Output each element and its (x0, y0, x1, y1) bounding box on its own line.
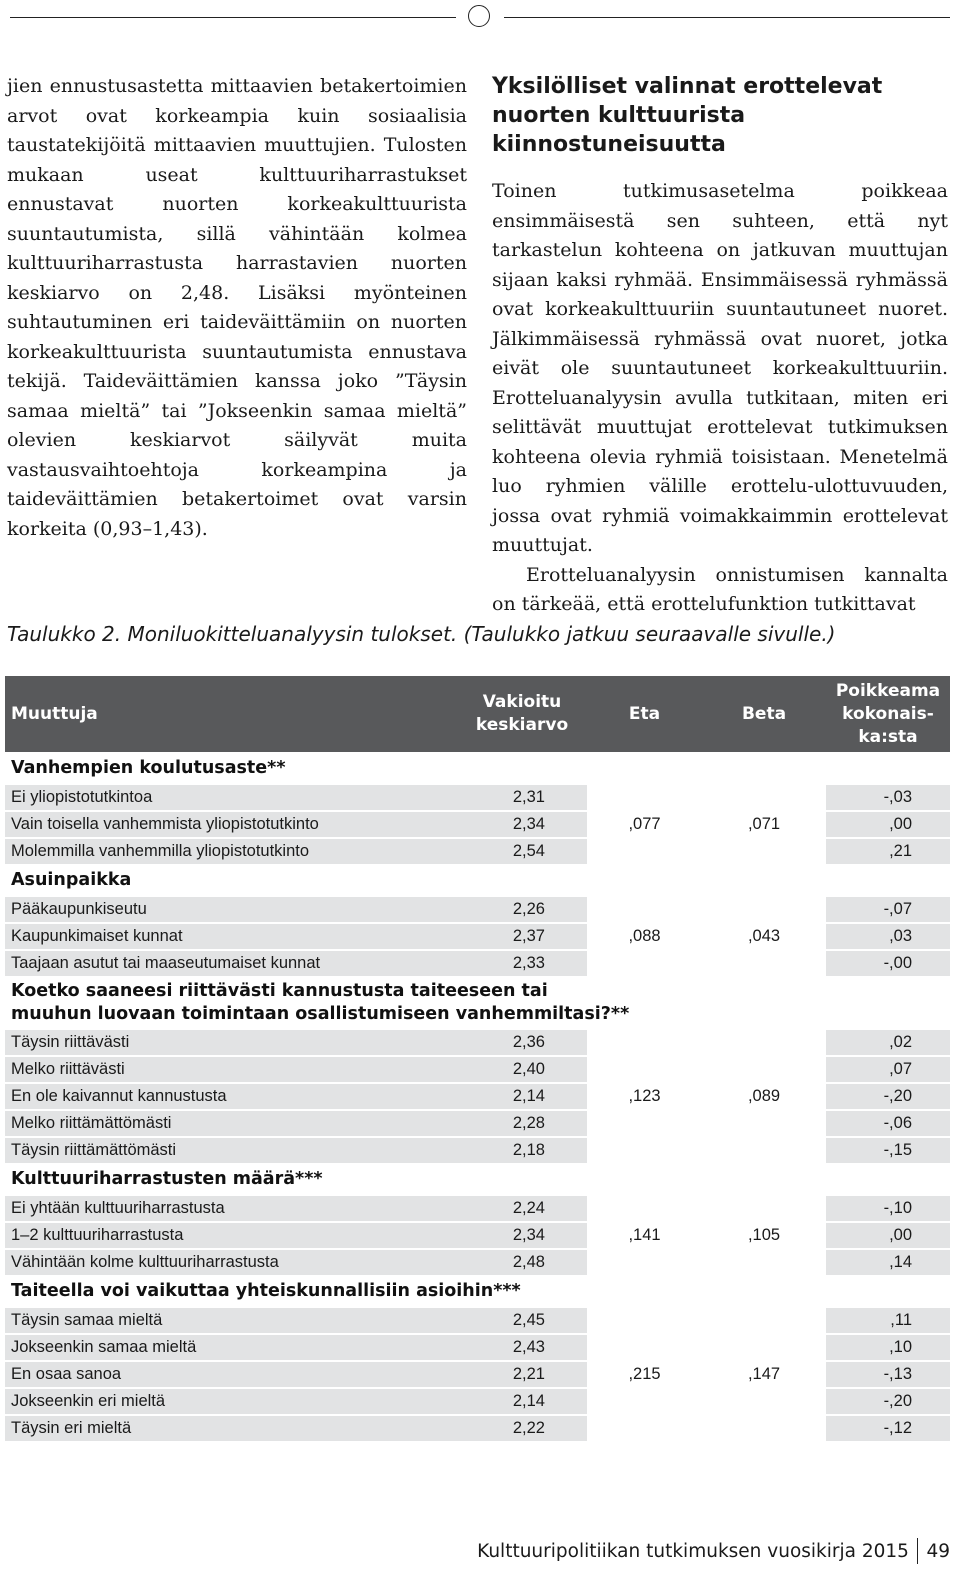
row-mean: 2,14 (457, 1084, 587, 1109)
publication-title: Kulttuuripolitiikan tutkimuksen vuosikirja 2015 (477, 1540, 909, 1562)
row-label: Jokseenkin samaa mieltä (5, 1335, 457, 1360)
row-beta (702, 1335, 826, 1360)
top-rule-right (504, 17, 950, 18)
section-title: Taiteella voi vaikuttaa yhteiskunnallisiin asioihin*** (11, 1281, 521, 1301)
row-deviation: -,00 (826, 951, 950, 976)
row-beta (702, 1196, 826, 1221)
row-eta (587, 785, 702, 810)
row-beta (702, 1030, 826, 1055)
section-heading: Yksilölliset valinnat erottelevat nuorten kulttuurista kiinnostuneisuutta (492, 74, 883, 157)
row-eta (587, 1416, 702, 1441)
row-beta (702, 897, 826, 922)
row-beta (702, 1250, 826, 1275)
right-column (492, 72, 948, 620)
section-title: Vanhempien koulutusaste** (11, 758, 286, 778)
row-mean: 2,54 (457, 839, 587, 864)
row-deviation: -,20 (826, 1084, 950, 1109)
left-paragraph: jien ennustusastetta mittaavien betakertoimien arvot ovat korkeampia kuin sosiaalisia taustatekijöitä mittaavien muuttujien. Tulosten mukaan useat kulttuuriharrastukset ennustavat nuorten korkeakulttuurista suuntautumista, sillä vähintään kolmea kulttuuriharrastusta harrastavien nuorten keskiarvo on 2,48. Lisäksi myönteinen suhtautuminen eri taideväittämiin on nuorten korkeakulttuurista suuntautumista ennustava tekijä. Taideväittämien kanssa joko ”Täysin samaa mieltä” tai ”Jokseenkin samaa mieltä” olevien keskiarvot säilyvät muita vastausvaihtoehtoja korkeampina ja taideväittämien betakertoimet ovat varsin korkeita (0,93–1,43). (7, 75, 467, 540)
row-label: Melko riittävästi (5, 1057, 457, 1082)
table-row (5, 812, 950, 837)
row-deviation: ,00 (826, 1223, 950, 1248)
row-mean: 2,45 (457, 1308, 587, 1333)
row-label: Ei yhtään kulttuuriharrastusta (5, 1196, 457, 1221)
table-row (5, 839, 950, 864)
row-label: Vain toisella vanhemmista yliopistotutkinto (5, 812, 457, 837)
header-eta: Eta (587, 676, 702, 752)
row-label: Jokseenkin eri mieltä (5, 1389, 457, 1414)
table-row (5, 1084, 950, 1109)
row-eta (587, 1057, 702, 1082)
row-label: Täysin riittävästi (5, 1030, 457, 1055)
row-eta (587, 1111, 702, 1136)
row-label: Täysin eri mieltä (5, 1416, 457, 1441)
row-deviation: -,06 (826, 1111, 950, 1136)
row-mean: 2,34 (457, 1223, 587, 1248)
row-deviation: ,14 (826, 1250, 950, 1275)
row-label: Täysin samaa mieltä (5, 1308, 457, 1333)
header-deviation-line1: Poikkeama (835, 680, 941, 701)
row-mean: 2,21 (457, 1362, 587, 1387)
row-deviation: ,11 (826, 1308, 950, 1333)
row-eta (587, 897, 702, 922)
row-label: Ei yliopistotutkintoa (5, 785, 457, 810)
section-beta: ,043 (747, 927, 781, 945)
header-deviation-line3: ka:sta (858, 726, 918, 747)
row-label: En osaa sanoa (5, 1362, 457, 1387)
row-mean: 2,40 (457, 1057, 587, 1082)
row-label: En ole kaivannut kannustusta (5, 1084, 457, 1109)
row-mean: 2,18 (457, 1138, 587, 1163)
section-title-row (5, 978, 950, 1028)
row-label: Täysin riittämättömästi (5, 1138, 457, 1163)
row-eta (587, 1138, 702, 1163)
row-deviation: ,03 (826, 924, 950, 949)
row-eta (587, 1335, 702, 1360)
section-title-line2: muuhun luovaan toimintaan osallistumiseen vanhemmiltasi?** (11, 1004, 630, 1024)
left-column (7, 72, 467, 544)
row-label: Pääkaupunkiseutu (5, 897, 457, 922)
row-deviation: -,03 (826, 785, 950, 810)
table-row (5, 1223, 950, 1248)
header-mean (457, 676, 587, 752)
table-row (5, 1362, 950, 1387)
header-variable: Muuttuja (5, 676, 457, 752)
row-eta (587, 1389, 702, 1414)
table-row (5, 1389, 950, 1414)
table-row (5, 897, 950, 922)
page-footer (477, 1538, 950, 1564)
footer-separator (917, 1538, 919, 1564)
table-header-row (5, 676, 950, 752)
row-label: Kaupunkimaiset kunnat (5, 924, 457, 949)
table-caption: Taulukko 2. Moniluokitteluanalyysin tulokset. (Taulukko jatkuu seuraavalle sivulle.) (7, 622, 836, 646)
table-row (5, 1057, 950, 1082)
row-eta (587, 1030, 702, 1055)
row-deviation: -,07 (826, 897, 950, 922)
table-row (5, 1111, 950, 1136)
section-eta: ,123 (628, 1087, 661, 1105)
row-mean: 2,31 (457, 785, 587, 810)
results-table (5, 674, 950, 1443)
row-beta (702, 1057, 826, 1082)
row-beta (702, 951, 826, 976)
table-row (5, 1308, 950, 1333)
header-deviation (826, 676, 950, 752)
section-title (5, 978, 950, 1028)
header-mean-line1: Vakioitu (482, 692, 562, 712)
section-title: Kulttuuriharrastusten määrä*** (11, 1169, 323, 1189)
row-label: Melko riittämättömästi (5, 1111, 457, 1136)
row-mean: 2,43 (457, 1335, 587, 1360)
row-eta (587, 839, 702, 864)
row-eta (587, 951, 702, 976)
row-label: Vähintään kolme kulttuuriharrastusta (5, 1250, 457, 1275)
row-deviation: -,13 (826, 1362, 950, 1387)
row-beta (702, 1416, 826, 1441)
row-mean: 2,26 (457, 897, 587, 922)
row-deviation: ,10 (826, 1335, 950, 1360)
table-row (5, 1335, 950, 1360)
right-paragraph-2: Erotteluanalyysin onnistumisen kannalta on tärkeää, että erottelufunktion tutkittavat (492, 563, 948, 615)
top-rule-left (10, 17, 456, 18)
table-row (5, 1138, 950, 1163)
row-deviation: -,12 (826, 1416, 950, 1441)
row-label: Taajaan asutut tai maaseutumaiset kunnat (5, 951, 457, 976)
table-row (5, 1030, 950, 1055)
row-mean: 2,34 (457, 812, 587, 837)
section-eta: ,215 (628, 1365, 661, 1383)
header-deviation-line2: kokonais- (842, 703, 934, 724)
row-beta (702, 1138, 826, 1163)
row-mean: 2,14 (457, 1389, 587, 1414)
row-deviation: ,21 (826, 839, 950, 864)
section-beta: ,089 (747, 1087, 781, 1105)
row-beta (702, 1308, 826, 1333)
row-beta (702, 1389, 826, 1414)
section-eta: ,088 (628, 927, 661, 945)
table-row (5, 951, 950, 976)
row-deviation: -,15 (826, 1138, 950, 1163)
row-mean: 2,48 (457, 1250, 587, 1275)
section-title: Asuinpaikka (11, 870, 132, 890)
section-title-row (5, 754, 950, 783)
row-eta (587, 1250, 702, 1275)
section-beta: ,071 (747, 815, 781, 833)
row-label: Molemmilla vanhemmilla yliopistotutkinto (5, 839, 457, 864)
row-mean: 2,33 (457, 951, 587, 976)
section-beta: ,105 (747, 1226, 781, 1244)
section-eta: ,141 (628, 1226, 661, 1244)
row-mean: 2,28 (457, 1111, 587, 1136)
circle-ornament-icon (468, 5, 490, 27)
section-title-row (5, 1165, 950, 1194)
row-deviation: ,00 (826, 812, 950, 837)
table-row (5, 785, 950, 810)
table-row (5, 1196, 950, 1221)
section-eta: ,077 (628, 815, 661, 833)
row-deviation: ,02 (826, 1030, 950, 1055)
row-deviation: -,20 (826, 1389, 950, 1414)
row-mean: 2,22 (457, 1416, 587, 1441)
row-beta (702, 839, 826, 864)
header-mean-line2: keskiarvo (475, 715, 569, 735)
section-title-row (5, 1277, 950, 1306)
row-deviation: ,07 (826, 1057, 950, 1082)
section-title-row (5, 866, 950, 895)
table-row (5, 924, 950, 949)
row-label: 1–2 kulttuuriharrastusta (5, 1223, 457, 1248)
row-mean: 2,36 (457, 1030, 587, 1055)
row-mean: 2,37 (457, 924, 587, 949)
table-row (5, 1250, 950, 1275)
section-title-line1: Koetko saaneesi riittävästi kannustusta taiteeseen tai (11, 981, 548, 1001)
row-eta (587, 1308, 702, 1333)
table-row (5, 1416, 950, 1441)
row-mean: 2,24 (457, 1196, 587, 1221)
row-beta (702, 1111, 826, 1136)
right-paragraph-1: Toinen tutkimusasetelma poikkeaa ensimmäisestä sen suhteen, että nyt tarkastelun kohteena on jatkuvan muuttujan sijaan kaksi ryhmää. Ensimmäisessä ryhmässä ovat korkeakulttuuriin suuntautuneet nuoret. Jälkimmäisessä ryhmässä ovat nuoret, jotka eivät ole suuntautuneet korkeakulttuuriin. Erotteluanalyysin avulla tutkitaan, miten eri selittävät muuttujat erottelevat tutkimuksen kohteena olevia ryhmiä toisistaan. Menetelmä luo ryhmien välille erottelu-ulottuvuuden, jossa ovat ryhmiä voimakkaimmin erottelevat muuttujat. (492, 180, 948, 556)
row-eta (587, 1196, 702, 1221)
section-beta: ,147 (747, 1365, 781, 1383)
header-beta: Beta (702, 676, 826, 752)
page-number: 49 (926, 1540, 950, 1562)
row-deviation: -,10 (826, 1196, 950, 1221)
row-beta (702, 785, 826, 810)
